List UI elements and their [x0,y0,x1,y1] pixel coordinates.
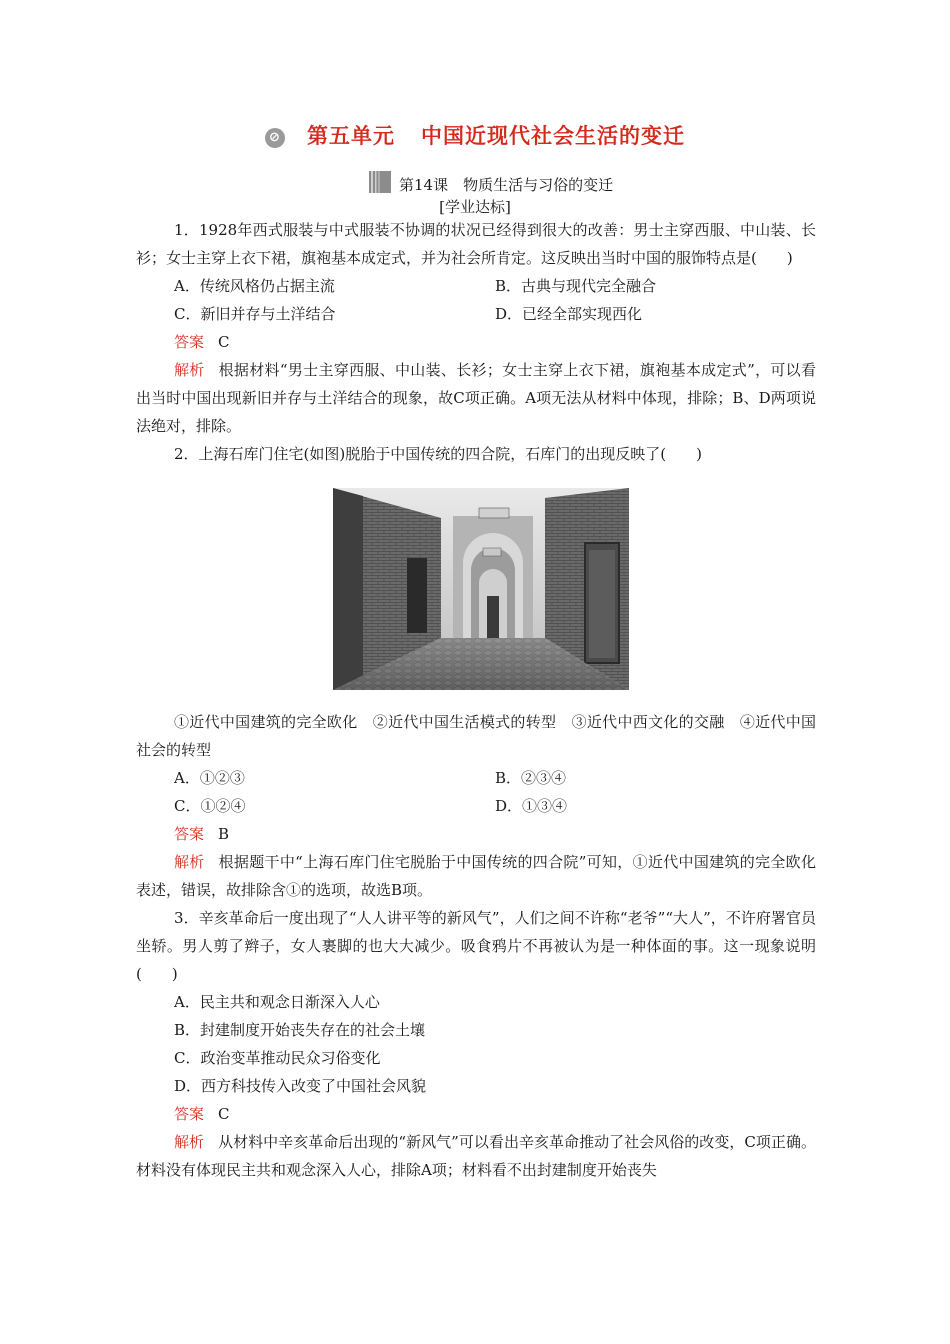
question-2-analysis [136,848,816,904]
lesson-heading [367,170,613,195]
option-a: A．①②③ [174,769,245,787]
option-c: C．新旧并存与土洋结合 [174,305,336,323]
question-3-analysis [136,1128,816,1184]
answer-label: 答案 [174,333,205,351]
analysis-label: 解析 [174,1133,205,1151]
unit-name: 中国近现代社会生活的变迁 [421,124,685,148]
option-b: B．②③④ [495,769,567,787]
option-c: C．政治变革推动民众习俗变化 [174,1049,381,1067]
question-3-stem: 3．辛亥革命后一度出现了“人人讲平等的新风气”，人们之间不许称“老爷”“大人”，不许府署官员坐轿。男人剪了辫子，女人裹脚的也大大减少。吸食鸦片不再被认为是一种体面的事。这一现象说明( ) [136,909,816,983]
analysis-label: 解析 [174,361,205,379]
option-d: D．西方科技传入改变了中国社会风貌 [174,1077,427,1095]
option-b: B．古典与现代完全融合 [495,277,657,295]
option-a: A．民主共和观念日渐深入人心 [174,993,380,1011]
question-1-stem: 1．1928年西式服装与中式服装不协调的状况已经得到很大的改善：男士主穿西服、中山装、长衫；女士主穿上衣下裙，旗袍基本成定式，并为社会所肯定。这反映出当时中国的服饰特点是( ) [136,221,816,267]
analysis-label: 解析 [174,853,205,871]
question-1-options-row-1 [136,272,816,300]
shikumen-photo [136,480,816,696]
question-2-stem: 2．上海石库门住宅(如图)脱胎于中国传统的四合院，石库门的出现反映了( ) [174,445,702,463]
question-3-answer [136,1100,816,1128]
answer-label: 答案 [174,1105,205,1123]
analysis-text: 从材料中辛亥革命后出现的“新风气”可以看出辛亥革命推动了社会风俗的改变，C项正确。材料没有体现民主共和观念深入人心，排除A项；材料看不出封建制度开始丧失 [136,1133,816,1179]
unit-title [0,120,950,150]
question-1-options-row-2 [136,300,816,328]
unit-badge-icon: ⊘ [265,128,285,148]
analysis-text: 根据题干中“上海石库门住宅脱胎于中国传统的四合院”可知，①近代中国建筑的完全欧化表述，错误，故排除含①的选项，故选B项。 [136,853,816,899]
option-d: D．①③④ [495,797,568,815]
answer-label: 答案 [174,825,205,843]
question-2-answer [136,820,816,848]
answer-value: C [218,1105,230,1123]
question-1-analysis [136,356,816,440]
answer-value: B [218,825,230,843]
option-b: B．封建制度开始丧失存在的社会土壤 [174,1021,426,1039]
document-body [136,216,816,1184]
option-a: A．传统风格仍占据主流 [174,277,335,295]
lesson-title: 第14课 物质生活与习俗的变迁 [399,176,614,194]
analysis-text: 根据材料“男士主穿西服、中山装、长衫；女士主穿上衣下裙，旗袍基本成定式”，可以看出当时中国出现新旧并存与土洋结合的现象，故C项正确。A项无法从材料中体现，排除；B、D两项说法绝对，排除。 [136,361,816,435]
answer-value: C [218,333,230,351]
question-2-items: ①近代中国建筑的完全欧化 ②近代中国生活模式的转型 ③近代中西文化的交融 ④近代中国社会的转型 [136,713,816,759]
unit-number: 第五单元 [307,124,395,148]
book-icon [367,170,393,194]
section-standard: [学业达标] [439,198,511,216]
option-c: C．①②④ [174,797,246,815]
option-d: D．已经全部实现西化 [495,305,643,323]
question-2-options-row-2 [136,792,816,820]
question-2-options-row-1 [136,764,816,792]
shikumen-illustration [333,488,629,690]
question-1-answer [136,328,816,356]
